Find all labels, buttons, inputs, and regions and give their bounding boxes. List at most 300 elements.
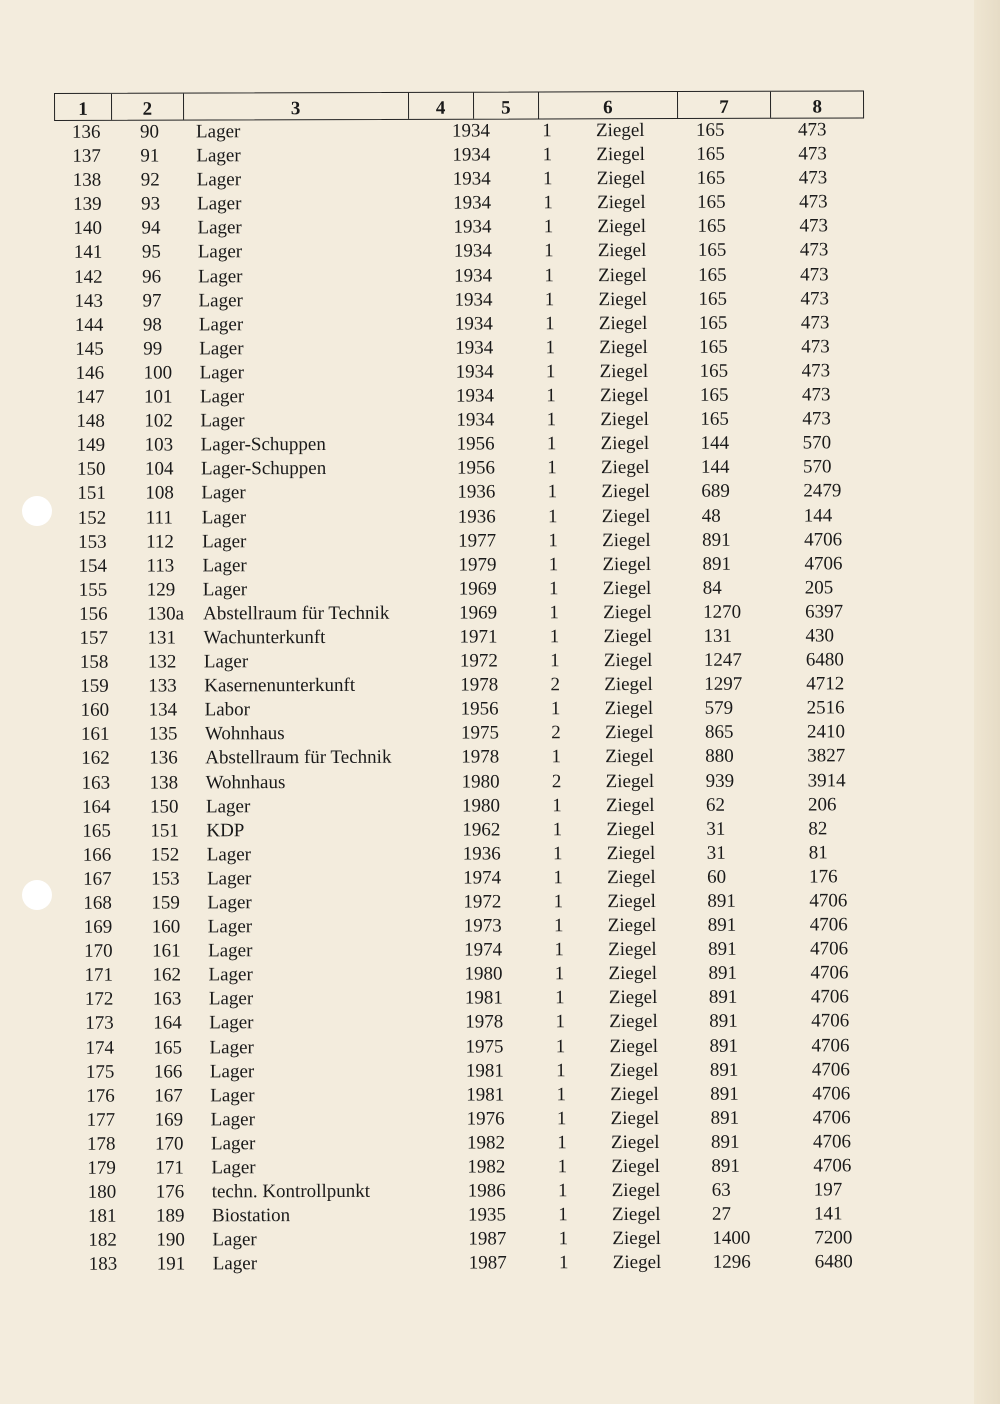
table-row bbox=[3, 335, 1000, 362]
cell-col8-value: 4706 bbox=[804, 528, 843, 551]
cell-object-number: 159 bbox=[151, 892, 180, 914]
cell-floors: 1 bbox=[546, 385, 556, 407]
cell-col8-value: 81 bbox=[808, 842, 828, 864]
cell-floors: 1 bbox=[553, 915, 564, 937]
cell-year: 1972 bbox=[463, 891, 502, 913]
table-row bbox=[0, 118, 1000, 145]
cell-col7-value: 165 bbox=[696, 167, 726, 189]
cell-year: 1978 bbox=[460, 674, 499, 696]
cell-floors: 1 bbox=[557, 1156, 568, 1178]
cell-object-number: 131 bbox=[147, 627, 177, 649]
cell-col8-value: 4706 bbox=[812, 1083, 851, 1105]
cell-col8-value: 2479 bbox=[803, 480, 842, 502]
cell-material: Ziegel bbox=[600, 457, 650, 479]
cell-year: 1974 bbox=[464, 939, 503, 961]
cell-year: 1981 bbox=[464, 987, 503, 1009]
cell-col7-value: 1297 bbox=[704, 673, 743, 695]
cell-building-index: 161 bbox=[80, 724, 110, 746]
cell-material: Ziegel bbox=[604, 674, 653, 696]
cell-object-number: 91 bbox=[140, 145, 160, 167]
cell-col7-value: 891 bbox=[710, 1107, 740, 1129]
cell-col7-value: 891 bbox=[709, 1059, 739, 1081]
cell-floors: 1 bbox=[545, 337, 556, 359]
cell-col7-value: 165 bbox=[697, 240, 727, 262]
cell-col8-value: 570 bbox=[802, 456, 832, 478]
cell-year: 1974 bbox=[463, 867, 502, 889]
cell-designation: Lager bbox=[212, 1229, 257, 1251]
cell-year: 1979 bbox=[458, 554, 497, 576]
cell-designation: Lager bbox=[208, 988, 254, 1010]
cell-designation: Wohnhaus bbox=[204, 723, 285, 745]
table-row bbox=[13, 1009, 1000, 1036]
cell-material: Ziegel bbox=[612, 1204, 661, 1226]
cell-floors: 1 bbox=[542, 168, 553, 190]
table-row bbox=[10, 817, 1000, 844]
cell-building-index: 170 bbox=[84, 940, 113, 962]
table-row bbox=[16, 1178, 1000, 1205]
cell-col8-value: 4706 bbox=[809, 914, 848, 936]
cell-floors: 1 bbox=[549, 578, 559, 600]
cell-material: Ziegel bbox=[605, 770, 655, 792]
cell-object-number: 134 bbox=[148, 699, 178, 721]
cell-object-number: 94 bbox=[141, 217, 161, 239]
cell-col7-value: 165 bbox=[697, 192, 726, 214]
cell-col8-value: 4706 bbox=[812, 1107, 851, 1129]
cell-floors: 1 bbox=[549, 626, 560, 648]
cell-object-number: 160 bbox=[151, 916, 181, 938]
cell-col8-value: 473 bbox=[799, 239, 829, 261]
cell-year: 1987 bbox=[468, 1228, 507, 1250]
cell-material: Ziegel bbox=[602, 553, 651, 575]
header-col-1: 1 bbox=[55, 94, 112, 120]
table-row bbox=[1, 214, 1000, 241]
cell-col7-value: 165 bbox=[695, 119, 725, 141]
cell-col8-value: 4712 bbox=[806, 673, 845, 695]
table-row bbox=[15, 1130, 1000, 1157]
cell-year: 1934 bbox=[454, 313, 493, 335]
cell-designation: Lager bbox=[207, 916, 253, 938]
table-row bbox=[17, 1250, 1000, 1277]
cell-floors: 1 bbox=[553, 891, 564, 913]
cell-material: Ziegel bbox=[607, 890, 656, 913]
cell-col8-value: 205 bbox=[804, 577, 834, 599]
table-row bbox=[9, 744, 1000, 771]
table-row bbox=[5, 479, 1000, 506]
cell-floors: 1 bbox=[555, 1011, 565, 1033]
cell-designation: Lager bbox=[210, 1109, 255, 1131]
cell-designation: Lager-Schuppen bbox=[200, 434, 326, 456]
cell-material: Ziegel bbox=[612, 1252, 662, 1274]
cell-col7-value: 891 bbox=[707, 914, 737, 936]
cell-floors: 1 bbox=[546, 433, 557, 455]
cell-building-index: 171 bbox=[84, 964, 114, 987]
cell-building-index: 152 bbox=[77, 507, 107, 529]
cell-object-number: 135 bbox=[148, 723, 178, 745]
cell-floors: 1 bbox=[558, 1228, 569, 1250]
cell-col8-value: 144 bbox=[803, 504, 833, 526]
cell-building-index: 165 bbox=[82, 820, 111, 842]
cell-col8-value: 473 bbox=[798, 167, 828, 189]
cell-col7-value: 165 bbox=[699, 336, 728, 358]
cell-designation: Lager bbox=[205, 795, 251, 817]
cell-material: Ziegel bbox=[598, 312, 648, 334]
cell-floors: 1 bbox=[548, 529, 558, 551]
cell-col8-value: 4706 bbox=[810, 986, 849, 1008]
cell-building-index: 176 bbox=[86, 1085, 115, 1107]
table-row bbox=[1, 190, 1000, 217]
cell-material: Ziegel bbox=[596, 144, 645, 166]
cell-floors: 1 bbox=[550, 698, 561, 720]
cell-designation: Lager bbox=[202, 554, 247, 577]
cell-floors: 2 bbox=[551, 770, 562, 792]
cell-floors: 1 bbox=[552, 818, 563, 840]
cell-designation: Wachunterkunft bbox=[203, 626, 326, 649]
cell-col7-value: 891 bbox=[710, 1083, 739, 1105]
table-body bbox=[0, 118, 1000, 1278]
cell-year: 1976 bbox=[466, 1108, 505, 1130]
cell-year: 1934 bbox=[455, 361, 494, 383]
cell-year: 1934 bbox=[452, 168, 491, 190]
cell-object-number: 129 bbox=[146, 579, 176, 601]
table-row bbox=[15, 1106, 1000, 1133]
cell-building-index: 151 bbox=[77, 483, 106, 505]
cell-material: Ziegel bbox=[612, 1228, 661, 1250]
table-row bbox=[5, 431, 1000, 458]
cell-material: Ziegel bbox=[599, 336, 648, 358]
cell-col7-value: 865 bbox=[704, 722, 734, 744]
cell-col8-value: 4706 bbox=[811, 1010, 850, 1032]
cell-col8-value: 82 bbox=[808, 818, 828, 840]
cell-building-index: 142 bbox=[74, 266, 103, 288]
cell-designation: Lager bbox=[209, 1036, 254, 1058]
cell-col7-value: 1270 bbox=[703, 601, 742, 623]
cell-designation: KDP bbox=[206, 819, 245, 842]
cell-building-index: 175 bbox=[85, 1061, 115, 1083]
cell-material: Ziegel bbox=[609, 1035, 659, 1057]
cell-col8-value: 473 bbox=[797, 119, 827, 141]
cell-col8-value: 2410 bbox=[806, 721, 845, 743]
cell-material: Ziegel bbox=[601, 481, 650, 503]
cell-building-index: 164 bbox=[81, 796, 111, 818]
cell-year: 1934 bbox=[454, 265, 493, 287]
cell-material: Ziegel bbox=[607, 866, 656, 889]
cell-material: Ziegel bbox=[610, 1083, 659, 1105]
cell-building-index: 138 bbox=[72, 169, 102, 191]
cell-designation: Biostation bbox=[212, 1205, 291, 1227]
cell-col7-value: 1400 bbox=[712, 1227, 751, 1250]
cell-floors: 1 bbox=[555, 1035, 566, 1057]
cell-year: 1981 bbox=[465, 1060, 504, 1082]
cell-material: Ziegel bbox=[604, 698, 654, 720]
cell-col8-value: 4706 bbox=[812, 1131, 851, 1153]
cell-col8-value: 473 bbox=[802, 408, 831, 430]
cell-floors: 1 bbox=[547, 481, 558, 503]
cell-designation: Lager bbox=[199, 338, 244, 360]
cell-material: Ziegel bbox=[603, 601, 652, 623]
cell-floors: 1 bbox=[556, 1059, 566, 1081]
cell-designation: Lager bbox=[207, 868, 252, 890]
header-col-2: 2 bbox=[112, 94, 184, 120]
cell-object-number: 171 bbox=[155, 1157, 184, 1179]
cell-building-index: 169 bbox=[83, 916, 113, 938]
table-row bbox=[16, 1202, 1000, 1229]
cell-material: Ziegel bbox=[596, 119, 645, 142]
cell-floors: 1 bbox=[547, 457, 557, 479]
header-col-8: 8 bbox=[812, 96, 822, 118]
cell-col7-value: 31 bbox=[706, 842, 726, 864]
cell-col8-value: 4706 bbox=[810, 962, 849, 984]
cell-material: Ziegel bbox=[608, 987, 658, 1009]
cell-building-index: 179 bbox=[87, 1157, 116, 1179]
cell-floors: 1 bbox=[547, 505, 558, 527]
cell-floors: 1 bbox=[544, 264, 554, 286]
cell-year: 1969 bbox=[459, 602, 498, 624]
cell-object-number: 167 bbox=[154, 1085, 183, 1107]
cell-designation: Lager bbox=[196, 121, 241, 143]
cell-building-index: 181 bbox=[88, 1205, 117, 1227]
cell-col7-value: 939 bbox=[705, 770, 735, 792]
cell-col8-value: 4706 bbox=[811, 1034, 850, 1057]
cell-object-number: 153 bbox=[151, 868, 180, 890]
cell-material: Ziegel bbox=[599, 384, 649, 407]
cell-year: 1980 bbox=[461, 795, 501, 817]
cell-designation: Labor bbox=[204, 699, 250, 721]
cell-floors: 1 bbox=[552, 843, 563, 865]
cell-designation: Kasernenunterkunft bbox=[204, 675, 356, 697]
cell-designation: Lager bbox=[210, 1084, 255, 1107]
cell-floors: 1 bbox=[552, 794, 562, 816]
cell-floors: 1 bbox=[544, 288, 555, 310]
cell-building-index: 177 bbox=[86, 1109, 116, 1131]
cell-col8-value: 473 bbox=[800, 312, 830, 334]
header-col-7: 7 bbox=[678, 92, 772, 118]
cell-object-number: 112 bbox=[146, 531, 174, 553]
cell-col7-value: 144 bbox=[700, 432, 730, 455]
cell-designation: Lager bbox=[197, 217, 242, 239]
cell-year: 1973 bbox=[463, 915, 502, 937]
cell-object-number: 133 bbox=[148, 675, 177, 697]
cell-year: 1934 bbox=[453, 240, 492, 263]
cell-building-index: 166 bbox=[82, 844, 112, 866]
cell-col8-value: 4706 bbox=[804, 553, 843, 575]
cell-col7-value: 63 bbox=[711, 1179, 731, 1201]
cell-floors: 1 bbox=[542, 120, 552, 142]
cell-object-number: 90 bbox=[140, 121, 160, 143]
table-row bbox=[11, 841, 1000, 868]
cell-material: Ziegel bbox=[598, 288, 648, 310]
cell-material: Ziegel bbox=[603, 625, 653, 648]
cell-col7-value: 1296 bbox=[712, 1252, 751, 1274]
cell-col8-value: 4706 bbox=[810, 938, 849, 960]
cell-floors: 1 bbox=[554, 939, 564, 961]
cell-col7-value: 891 bbox=[711, 1155, 740, 1177]
table-row bbox=[9, 696, 1000, 723]
cell-designation: Lager bbox=[196, 145, 241, 167]
cell-building-index: 172 bbox=[84, 989, 114, 1011]
table-row bbox=[6, 552, 1000, 579]
cell-floors: 1 bbox=[545, 313, 555, 335]
cell-designation: Lager bbox=[207, 892, 252, 914]
cell-col7-value: 84 bbox=[702, 577, 722, 599]
table-row bbox=[8, 672, 1000, 699]
cell-material: Ziegel bbox=[600, 409, 649, 431]
cell-material: Ziegel bbox=[604, 722, 654, 744]
cell-material: Ziegel bbox=[597, 216, 647, 238]
cell-col8-value: 473 bbox=[801, 336, 830, 358]
table-row bbox=[14, 1057, 1000, 1084]
table-row bbox=[16, 1226, 1000, 1253]
cell-building-index: 182 bbox=[88, 1229, 117, 1252]
cell-designation: Wohnhaus bbox=[205, 771, 286, 793]
cell-col8-value: 3827 bbox=[807, 745, 846, 767]
table-row bbox=[10, 792, 1000, 819]
cell-material: Ziegel bbox=[601, 505, 651, 527]
cell-object-number: 189 bbox=[156, 1205, 185, 1227]
cell-col7-value: 579 bbox=[704, 697, 734, 720]
cell-material: Ziegel bbox=[602, 577, 652, 599]
cell-designation: Lager bbox=[199, 386, 245, 408]
cell-building-index: 159 bbox=[80, 675, 109, 697]
cell-designation: Lager bbox=[212, 1253, 258, 1275]
cell-year: 1980 bbox=[464, 963, 503, 985]
table-row bbox=[2, 238, 1000, 265]
cell-year: 1934 bbox=[455, 337, 494, 359]
cell-year: 1935 bbox=[468, 1204, 507, 1226]
table-row bbox=[3, 311, 1000, 338]
cell-col8-value: 473 bbox=[801, 384, 831, 406]
cell-col7-value: 891 bbox=[702, 529, 731, 551]
cell-col7-value: 31 bbox=[706, 818, 726, 840]
cell-year: 1934 bbox=[453, 192, 492, 214]
cell-building-index: 180 bbox=[87, 1181, 117, 1203]
cell-building-index: 137 bbox=[72, 145, 101, 167]
cell-object-number: 132 bbox=[147, 651, 177, 673]
cell-year: 1956 bbox=[456, 433, 495, 455]
cell-designation: Lager bbox=[198, 289, 243, 312]
cell-floors: 1 bbox=[557, 1180, 568, 1202]
cell-object-number: 92 bbox=[140, 169, 160, 191]
cell-col7-value: 27 bbox=[711, 1203, 732, 1225]
cell-floors: 1 bbox=[543, 192, 553, 214]
cell-designation: Lager bbox=[198, 313, 244, 336]
cell-object-number: 104 bbox=[144, 458, 174, 480]
cell-material: Ziegel bbox=[606, 818, 655, 840]
table-row bbox=[11, 889, 1000, 916]
table-header bbox=[54, 90, 864, 121]
cell-col8-value: 7200 bbox=[814, 1227, 853, 1249]
cell-floors: 1 bbox=[556, 1083, 567, 1106]
cell-material: Ziegel bbox=[609, 1059, 659, 1081]
cell-object-number: 98 bbox=[142, 314, 162, 336]
table-row bbox=[9, 720, 1000, 747]
cell-building-index: 140 bbox=[73, 218, 102, 240]
cell-building-index: 155 bbox=[78, 579, 108, 601]
cell-year: 1980 bbox=[461, 770, 500, 793]
table-row bbox=[7, 624, 1000, 651]
cell-year: 1972 bbox=[459, 650, 498, 672]
cell-designation: Lager bbox=[202, 579, 248, 601]
header-col-5: 5 bbox=[474, 92, 539, 118]
cell-year: 1981 bbox=[466, 1084, 505, 1106]
cell-object-number: 138 bbox=[149, 771, 179, 794]
cell-col7-value: 891 bbox=[710, 1131, 740, 1153]
cell-material: Ziegel bbox=[605, 794, 655, 816]
cell-col8-value: 141 bbox=[813, 1203, 843, 1225]
cell-material: Ziegel bbox=[600, 433, 650, 455]
cell-col7-value: 165 bbox=[696, 143, 725, 165]
cell-material: Ziegel bbox=[610, 1131, 660, 1154]
table-row bbox=[12, 937, 1000, 964]
cell-building-index: 178 bbox=[86, 1133, 116, 1155]
cell-col7-value: 689 bbox=[701, 481, 730, 503]
cell-year: 1971 bbox=[459, 626, 498, 648]
cell-designation: Lager bbox=[211, 1157, 256, 1179]
cell-material: Ziegel bbox=[596, 168, 646, 190]
cell-object-number: 191 bbox=[156, 1253, 186, 1275]
cell-object-number: 108 bbox=[145, 482, 174, 504]
cell-object-number: 152 bbox=[150, 844, 180, 866]
table-row bbox=[0, 142, 1000, 169]
cell-year: 1934 bbox=[454, 289, 493, 311]
cell-material: Ziegel bbox=[606, 842, 656, 864]
cell-designation: Lager bbox=[199, 362, 244, 384]
cell-col7-value: 165 bbox=[698, 288, 728, 310]
cell-designation: Lager bbox=[208, 964, 253, 986]
cell-material: Ziegel bbox=[608, 939, 657, 961]
cell-material: Ziegel bbox=[609, 1011, 658, 1033]
cell-col8-value: 2516 bbox=[806, 697, 845, 719]
cell-object-number: 100 bbox=[143, 362, 173, 384]
cell-building-index: 163 bbox=[81, 772, 111, 794]
table-row bbox=[2, 287, 1000, 314]
cell-building-index: 149 bbox=[76, 434, 106, 456]
cell-floors: 1 bbox=[558, 1252, 569, 1274]
table-row bbox=[4, 359, 1000, 386]
cell-year: 1936 bbox=[457, 481, 496, 503]
cell-material: Ziegel bbox=[597, 240, 647, 262]
table-row bbox=[1, 166, 1000, 193]
cell-year: 1934 bbox=[453, 216, 492, 238]
cell-year: 1956 bbox=[456, 457, 496, 479]
cell-building-index: 153 bbox=[78, 531, 107, 553]
cell-year: 1969 bbox=[458, 578, 497, 600]
table-row bbox=[6, 503, 1000, 530]
cell-building-index: 156 bbox=[79, 603, 108, 625]
cell-designation: Lager bbox=[200, 410, 245, 432]
cell-col7-value: 891 bbox=[708, 987, 738, 1009]
table-row bbox=[15, 1154, 1000, 1181]
cell-floors: 1 bbox=[546, 409, 557, 431]
table-row bbox=[11, 865, 1000, 892]
cell-floors: 1 bbox=[543, 216, 554, 238]
cell-floors: 1 bbox=[557, 1132, 567, 1154]
cell-col7-value: 165 bbox=[699, 384, 729, 406]
cell-object-number: 136 bbox=[149, 747, 178, 769]
table-row bbox=[4, 383, 1000, 410]
header-col-6: 6 bbox=[539, 92, 678, 118]
cell-designation: Lager bbox=[201, 506, 247, 528]
cell-building-index: 145 bbox=[75, 338, 104, 360]
cell-year: 1956 bbox=[460, 698, 499, 720]
cell-year: 1975 bbox=[460, 722, 499, 744]
cell-designation: Lager bbox=[198, 265, 243, 287]
table-row bbox=[10, 768, 1000, 795]
cell-col7-value: 165 bbox=[700, 408, 729, 430]
cell-designation: Lager bbox=[203, 651, 249, 673]
cell-col7-value: 891 bbox=[707, 890, 736, 912]
cell-building-index: 158 bbox=[79, 651, 109, 673]
cell-building-index: 148 bbox=[76, 410, 105, 432]
